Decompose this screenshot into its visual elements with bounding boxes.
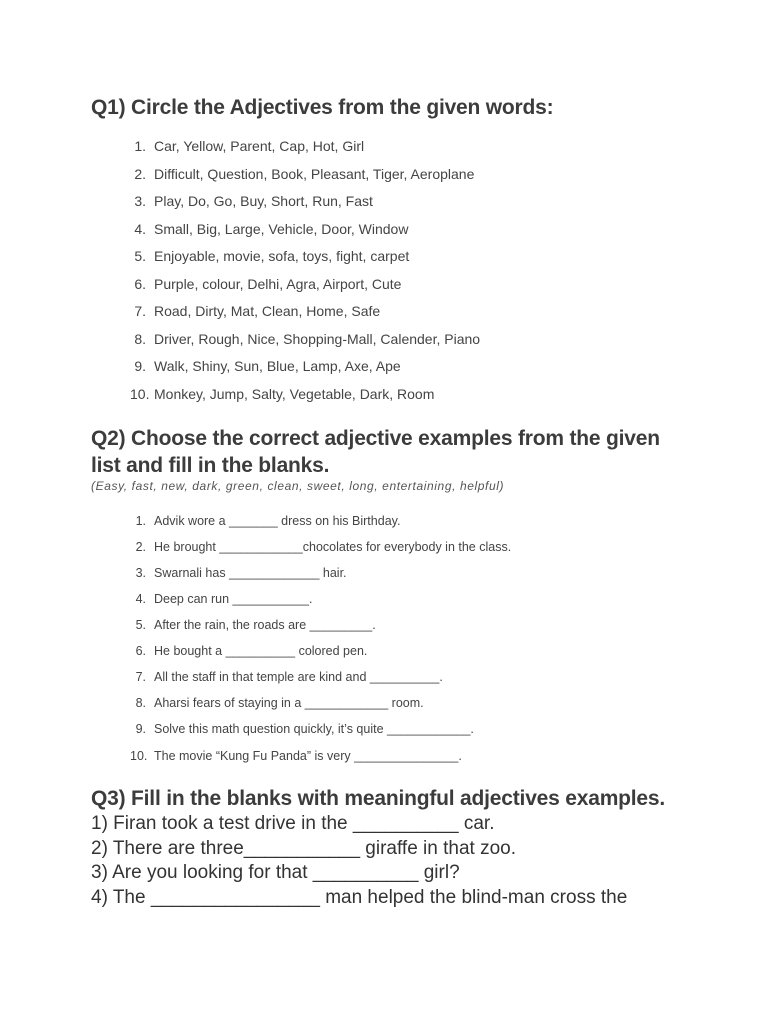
q3-line: 4) The ________________ man helped the blind-man cross the [91,886,628,908]
item-text: Monkey, Jump, Salty, Vegetable, Dark, Room [154,386,435,402]
q2-heading: Q2) Choose the correct adjective examples from the given list and fill in the blanks. [91,427,660,477]
item-text: Solve this math question quickly, it’s quite ____________. [154,722,474,736]
item-text: Purple, colour, Delhi, Agra, Airport, Cute [154,276,402,292]
item-number: 6. [135,644,146,658]
item-number: 1. [134,138,146,154]
item-text: Deep can run ___________. [154,592,313,606]
item-number: 5. [135,618,146,632]
item-number: 10. [130,749,148,763]
item-number: 3. [135,566,146,580]
item-number: 3. [134,193,146,209]
item-number: 5. [134,248,146,264]
item-number: 7. [135,670,146,684]
q3-sentence-list [91,812,627,910]
item-number: 7. [134,303,146,319]
item-text: Enjoyable, movie, sofa, toys, fight, carpet [154,248,410,264]
item-text: Small, Big, Large, Vehicle, Door, Window [154,221,409,237]
item-number: 8. [134,331,146,347]
item-text: Difficult, Question, Book, Pleasant, Tiger, Aeroplane [154,166,475,182]
item-text: Car, Yellow, Parent, Cap, Hot, Girl [154,138,365,154]
item-text: Driver, Rough, Nice, Shopping-Mall, Calender, Piano [154,331,481,347]
item-text: All the staff in that temple are kind and __________. [154,670,443,684]
q2-word-bank: (Easy, fast, new, dark, green, clean, sweet, long, entertaining, helpful) [91,479,505,493]
item-number: 2. [134,166,146,182]
q1-heading: Q1) Circle the Adjectives from the given words: [91,96,554,119]
item-text: After the rain, the roads are _________. [154,618,376,632]
item-number: 1. [135,514,146,528]
item-text: He bought a __________ colored pen. [154,644,368,658]
item-text: Walk, Shiny, Sun, Blue, Lamp, Axe, Ape [154,358,401,374]
q3-line: 2) There are three___________ giraffe in that zoo. [91,837,516,859]
q3-line: 1) Firan took a test drive in the __________ car. [91,813,495,834]
item-text: Play, Do, Go, Buy, Short, Run, Fast [154,193,373,209]
item-text: Aharsi fears of staying in a ____________ room. [154,696,424,710]
item-number: 4. [135,592,146,606]
item-text: Swarnali has _____________ hair. [154,566,347,580]
item-number: 6. [134,276,146,292]
item-text: Road, Dirty, Mat, Clean, Home, Safe [154,303,381,319]
q3-heading: Q3) Fill in the blanks with meaningful adjectives examples. [91,787,666,810]
item-number: 10. [130,386,150,402]
item-number: 9. [135,722,146,736]
q3-line: 3) Are you looking for that __________ girl? [91,862,460,883]
item-text: He brought ____________chocolates for everybody in the class. [154,540,512,554]
item-text: The movie “Kung Fu Panda” is very _______________. [154,749,462,763]
item-number: 9. [134,358,146,374]
item-number: 4. [134,221,146,237]
item-number: 8. [135,696,146,710]
item-number: 2. [135,540,146,554]
item-text: Advik wore a _______ dress on his Birthday. [154,514,401,528]
